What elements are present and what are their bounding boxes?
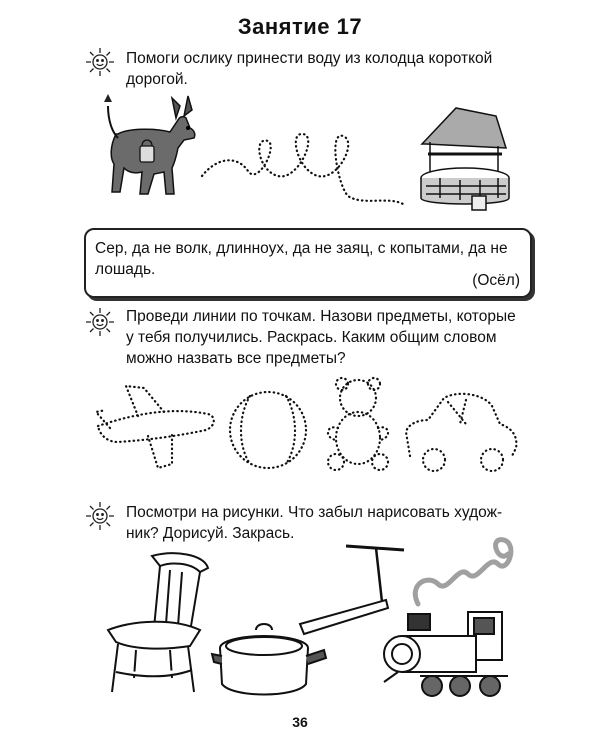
chair-illustration xyxy=(104,550,216,698)
sun-icon xyxy=(84,46,116,78)
task2-line: Проведи линии по точкам. Назови предметы, которые xyxy=(126,308,516,325)
task1-line: дорогой. xyxy=(126,71,188,88)
donkey-illustration xyxy=(96,88,208,206)
train-illustration xyxy=(380,606,516,702)
riddle-line: лошадь. xyxy=(95,261,156,278)
task1-instruction xyxy=(126,48,536,90)
car-dotted xyxy=(406,394,516,471)
well-illustration xyxy=(410,102,520,214)
teddy-bear-dotted xyxy=(328,378,388,470)
task1-line: Помоги ослику принести воду из колодца короткой xyxy=(126,50,493,67)
riddle-line: Сер, да не волк, длинноух, да не заяц, с копытами, да не xyxy=(95,240,508,257)
dotted-objects xyxy=(88,376,528,480)
smoke-scribble xyxy=(408,534,524,612)
task2-line: можно назвать все предметы? xyxy=(126,350,346,367)
task2-line: у тебя получились. Раскрась. Каким общим словом xyxy=(126,329,497,346)
task2-instruction xyxy=(126,306,536,369)
page-title: Занятие 17 xyxy=(237,14,363,39)
task3-line: Посмотри на рисунки. Что забыл нарисовать худож- xyxy=(126,504,503,521)
sun-icon xyxy=(84,500,116,532)
riddle-box xyxy=(84,228,532,298)
riddle-answer: (Осёл) xyxy=(472,272,520,289)
sun-icon xyxy=(84,306,116,338)
dotted-path xyxy=(198,126,420,226)
ball-dotted xyxy=(230,392,306,468)
airplane-dotted xyxy=(96,386,214,468)
riddle-text xyxy=(95,238,520,280)
page-number: 36 xyxy=(292,714,308,730)
task3-line: ник? Дорисуй. Закрась. xyxy=(126,525,295,542)
